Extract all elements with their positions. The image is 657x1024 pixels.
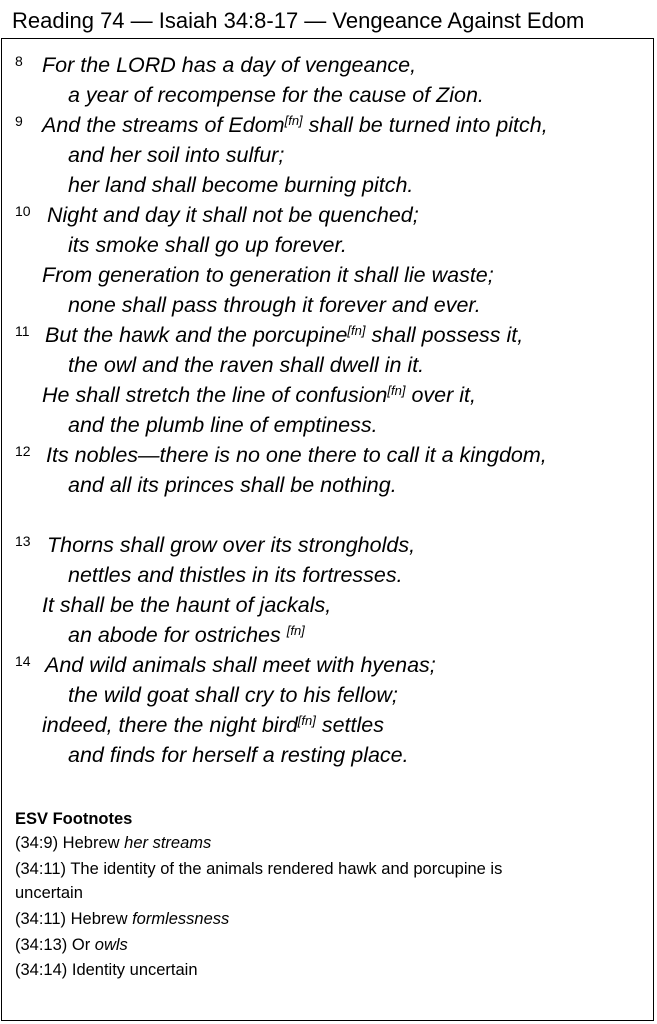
verse-13-line-1: [15, 530, 416, 560]
verse-11-line-3: [42, 380, 476, 410]
verse-9-line-1: [15, 110, 548, 140]
verse-text: an abode for ostriches: [68, 623, 287, 647]
verse-14-line-2: [68, 680, 398, 710]
verse-8-line-1: [15, 50, 417, 80]
verse-13-line-3: [42, 590, 331, 620]
verse-10-line-1: [15, 200, 419, 230]
footnotes-heading: ESV Footnotes: [15, 810, 133, 828]
footnote-marker[interactable]: [fn]: [297, 713, 316, 728]
footnote-item: [15, 958, 198, 982]
verse-number: 11: [15, 323, 30, 339]
verse-text: and her soil into sulfur;: [68, 143, 285, 167]
footnote-marker[interactable]: [fn]: [284, 113, 303, 128]
verse-10-line-2: [68, 230, 347, 260]
verse-text: and all its princes shall be nothing.: [68, 473, 397, 497]
verse-14-line-4: [68, 740, 409, 770]
verse-text: shall possess it,: [365, 323, 524, 347]
verse-text: settles: [315, 713, 384, 737]
verse-text: But the hawk and the porcupine: [45, 323, 348, 347]
verse-11-line-2: [68, 350, 424, 380]
footnote-emphasis: owls: [94, 936, 128, 954]
footnote-ref: (34:9) Hebrew: [15, 834, 125, 852]
footnote-item: [15, 907, 229, 931]
verse-11-line-4: [68, 410, 378, 440]
verse-text: And wild animals shall meet with hyenas;: [45, 653, 436, 677]
footnote-item-continuation: [15, 881, 83, 905]
verse-text: a year of recompense for the cause of Zion.: [68, 83, 484, 107]
verse-number: 14: [15, 653, 31, 669]
verse-10-line-4: [68, 290, 481, 320]
footnote-marker[interactable]: [fn]: [286, 623, 305, 638]
verse-12-line-2: [68, 470, 397, 500]
footnote-ref: (34:11) Hebrew: [15, 910, 133, 928]
verse-number: 13: [15, 533, 31, 549]
verse-text: shall be turned into pitch,: [302, 113, 548, 137]
verse-text: For the LORD has a day of vengeance,: [42, 53, 417, 77]
footnote-marker[interactable]: [fn]: [387, 383, 406, 398]
verse-text: the owl and the raven shall dwell in it.: [68, 353, 425, 377]
verse-text: From generation to generation it shall lie waste;: [42, 263, 494, 287]
verse-10-line-3: [42, 260, 494, 290]
page-title: Reading 74 — Isaiah 34:8-17 — Vengeance Against Edom: [12, 8, 585, 33]
verse-text: her land shall become burning pitch.: [68, 173, 414, 197]
verse-text: It shall be the haunt of jackals,: [42, 593, 332, 617]
verse-text: the wild goat shall cry to his fellow;: [68, 683, 398, 707]
footnote-ref: uncertain: [15, 884, 83, 902]
verse-text: and the plumb line of emptiness.: [68, 413, 378, 437]
footnote-item: [15, 933, 128, 957]
verse-text: over it,: [405, 383, 476, 407]
footnote-emphasis: her streams: [124, 834, 212, 852]
footnote-ref: (34:11) The identity of the animals rendered hawk and porcupine is: [15, 860, 503, 878]
verse-13-line-4: [68, 620, 305, 650]
verse-text: its smoke shall go up forever.: [68, 233, 347, 257]
verse-14-line-3: [42, 710, 384, 740]
verse-text: and finds for herself a resting place.: [68, 743, 409, 767]
verse-text: Thorns shall grow over its strongholds,: [47, 533, 416, 557]
verse-12-line-1: [15, 440, 547, 470]
footnote-item: [15, 831, 211, 855]
verse-text: none shall pass through it forever and ever.: [68, 293, 481, 317]
verse-number: 9: [15, 113, 23, 129]
verse-text: Its nobles—there is no one there to call it a kingdom,: [46, 443, 547, 467]
verse-text: Night and day it shall not be quenched;: [47, 203, 419, 227]
verse-number: 12: [15, 443, 31, 459]
footnote-ref: (34:13) Or: [15, 936, 95, 954]
verse-8-line-2: [68, 80, 484, 110]
verse-text: indeed, there the night bird: [42, 713, 298, 737]
verse-9-line-2: [68, 140, 284, 170]
verse-text: nettles and thistles in its fortresses.: [68, 563, 403, 587]
verse-14-line-1: [15, 650, 436, 680]
verse-number: 8: [15, 53, 23, 69]
footnote-emphasis: formlessness: [132, 910, 230, 928]
verse-text: And the streams of Edom: [42, 113, 285, 137]
verse-13-line-2: [68, 560, 403, 590]
verse-9-line-3: [68, 170, 413, 200]
footnote-marker[interactable]: [fn]: [347, 323, 366, 338]
verse-number: 10: [15, 203, 31, 219]
verse-text: He shall stretch the line of confusion: [42, 383, 388, 407]
footnote-ref: (34:14) Identity uncertain: [15, 961, 198, 979]
verse-11-line-1: [15, 320, 524, 350]
footnote-item: [15, 857, 502, 881]
